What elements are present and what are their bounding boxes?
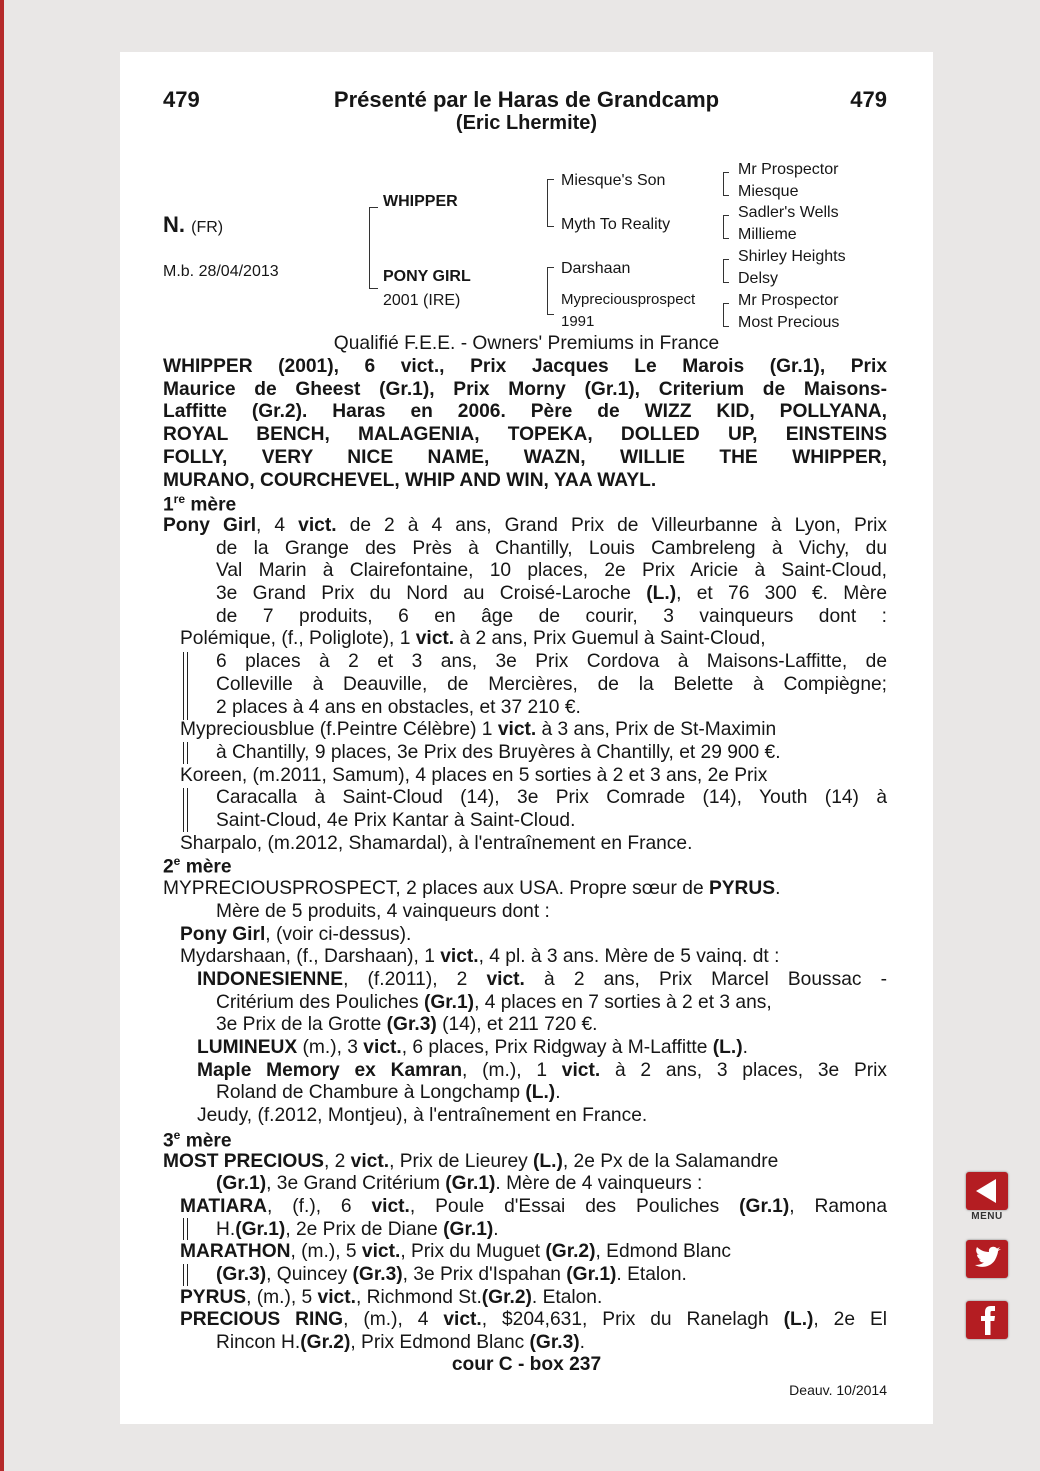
qualification-note: Qualifié F.E.E. - Owners' Premiums in France	[333, 333, 720, 354]
text-segment: Roland de Chambure à Longchamp	[216, 1082, 526, 1104]
text-segment: 3e Prix de la Grotte	[216, 1014, 387, 1036]
text-segment: , Quincey	[266, 1264, 353, 1285]
bold-text: vict.	[361, 1241, 401, 1263]
text-line	[163, 401, 887, 424]
bold-text: MARATHON	[180, 1241, 291, 1263]
pedigree-sire: WHIPPER	[383, 193, 458, 210]
bold-text: PYRUS	[708, 878, 776, 900]
bold-text: (Gr.1)	[235, 1218, 286, 1240]
text-line	[163, 1105, 887, 1128]
text-segment: , Richmond St.	[355, 1286, 482, 1308]
bold-text: Maple Memory ex Kamran	[197, 1059, 463, 1081]
text-segment: , (f.), 6	[267, 1195, 372, 1217]
facebook-icon	[966, 1301, 1008, 1339]
pedigree-ggparent: Most Precious	[738, 314, 840, 331]
text-segment: Sharpalo, (m.2012, Shamardal), à l'entraînement en France.	[180, 832, 693, 854]
bold-text: (Gr.3)	[529, 1332, 580, 1354]
page-title: Présenté par le Haras de Grandcamp	[333, 87, 720, 112]
bold-text: (L.)	[783, 1309, 814, 1331]
lot-number-left: 479	[163, 87, 200, 112]
pedigree-bracket-g2	[723, 215, 729, 239]
bold-text: ROYAL BENCH, MALAGENIA, TOPEKA, DOLLED UP, EINSTEINS	[163, 424, 887, 446]
text-line	[163, 606, 887, 629]
text-segment: 2 places à 4 ans en obstacles, et 37 210 €.	[216, 696, 581, 718]
text-segment: de 2 à 4 ans, Grand Prix de Villeurbanne à Lyon, Prix	[336, 514, 887, 536]
pedigree-ggparent: Shirley Heights	[738, 248, 846, 265]
text-segment: Rincon H.	[216, 1332, 301, 1354]
text-segment: Koreen, (m.2011, Samum), 4 places en 5 sorties à 2 et 3 ans, 2e Prix	[180, 764, 768, 786]
bold-text: PRECIOUS RING	[180, 1309, 344, 1331]
stable-location: cour C - box 237	[451, 1354, 602, 1375]
section-first-dam: 1re mère	[163, 492, 237, 516]
pedigree-dam-year: 2001 (IRE)	[383, 292, 461, 309]
bold-text: vict.	[561, 1059, 601, 1081]
text-segment: , 4 places en 7 sorties à 2 et 3 ans,	[474, 991, 772, 1013]
bold-text: vict.	[363, 1037, 402, 1058]
horse-sex-birth: M.b. 28/04/2013	[163, 263, 279, 280]
bold-text: (L.)	[712, 1037, 743, 1058]
bold-text: INDONESIENNE	[197, 968, 344, 990]
text-line	[163, 424, 887, 447]
text-segment: , (m.), 5	[290, 1241, 362, 1263]
text-line	[163, 356, 887, 379]
pedigree-ggparent: Mr Prospector	[738, 292, 839, 309]
bold-text: (Gr.1)	[443, 1218, 494, 1240]
text-segment: , (f.2011), 2	[343, 968, 487, 990]
section-third-dam: 3e mère	[163, 1128, 232, 1152]
pedigree-dam-sire: Darshaan	[561, 260, 631, 277]
text-line	[163, 1151, 887, 1174]
text-line	[163, 765, 887, 788]
text-line	[163, 1082, 887, 1105]
text-segment: Mère de 5 produits, 4 vainqueurs dont :	[216, 900, 550, 922]
text-segment: 3e Grand Prix du Nord au Croisé-Laroche	[216, 583, 647, 604]
text-segment: (m.), 3	[297, 1037, 364, 1058]
text-segment: , 2	[323, 1150, 351, 1172]
text-line	[163, 583, 887, 606]
text-line	[163, 651, 887, 674]
consignor-name: (Eric Lhermite)	[455, 112, 598, 134]
text-segment: .	[775, 878, 781, 900]
bold-text: vict.	[415, 628, 455, 650]
pedigree-sire-dam: Myth To Reality	[561, 216, 671, 233]
bold-text: Maurice de Gheest (Gr.1), Prix Morny (Gr.1), Criterium de Maisons-	[163, 378, 887, 400]
pedigree-ggparent: Mr Prospector	[738, 161, 839, 178]
bold-text: vict.	[317, 1286, 356, 1308]
pedigree-bracket-g1	[723, 172, 729, 196]
text-segment: Jeudy, (f.2012, Montjeu), à l'entraînement en France.	[197, 1105, 648, 1127]
text-segment: . Mère de 4 vainqueurs :	[495, 1173, 703, 1195]
text-line	[163, 1196, 887, 1219]
bold-text: (Gr.2)	[300, 1332, 351, 1354]
text-line	[163, 470, 887, 493]
text-line	[163, 628, 887, 651]
bold-text: vict.	[350, 1150, 390, 1172]
text-segment: , et 76 300 €. Mère	[676, 583, 887, 604]
pedigree-ggparent: Miesque	[738, 183, 799, 200]
text-segment: Polémique, (f., Poliglote), 1	[180, 628, 416, 650]
bold-text: MATIARA	[180, 1195, 268, 1217]
text-line	[163, 1332, 887, 1355]
left-accent-line	[0, 0, 4, 1471]
text-segment: (14), et 211 720 €.	[436, 1014, 598, 1036]
text-line	[163, 674, 887, 697]
text-line	[163, 969, 887, 992]
text-segment: , Ramona	[789, 1195, 887, 1217]
section-second-dam: 2e mère	[163, 854, 232, 878]
text-line	[163, 379, 887, 402]
horse-country: (FR)	[191, 219, 224, 236]
text-line	[163, 924, 887, 947]
text-line	[163, 1241, 887, 1264]
text-segment: . Etalon.	[616, 1264, 687, 1285]
twitter-icon	[966, 1240, 1008, 1278]
pedigree-dam-dam: Mypreciousprospect	[561, 291, 696, 308]
text-line	[163, 1173, 887, 1196]
text-segment: , 2e Prix de Diane	[285, 1218, 444, 1240]
text-line	[163, 1309, 887, 1332]
pedigree-bracket-dam-parents	[547, 267, 554, 315]
text-segment: .	[555, 1082, 561, 1104]
bold-text: (Gr.2)	[545, 1241, 596, 1263]
bold-text: (Gr.1)	[739, 1195, 790, 1217]
bold-text: PYRUS	[180, 1286, 247, 1308]
text-segment: , (m.), 4	[343, 1309, 444, 1331]
pedigree-bracket-sire-dam	[369, 207, 378, 289]
menu-button[interactable]	[966, 1172, 1008, 1210]
pedigree-bracket-g3	[723, 259, 729, 283]
text-segment: à 2 ans, 3 places, 3e Prix	[600, 1059, 888, 1081]
bold-text: Pony Girl	[163, 514, 257, 536]
bold-text: (Gr.1)	[423, 991, 475, 1013]
text-segment: , Poule d'Essai des Pouliches	[409, 1195, 740, 1217]
text-line	[163, 1014, 887, 1037]
pedigree-ggparent: Delsy	[738, 270, 779, 287]
text-segment: Colleville à Deauville, de Mercières, de la Belette à Compiègne;	[216, 673, 887, 695]
catalogue-page	[120, 52, 933, 1424]
bold-text: vict.	[371, 1195, 410, 1217]
text-segment: à 2 ans, Prix Guemul à Saint-Cloud,	[454, 628, 766, 650]
text-line	[163, 787, 887, 810]
text-segment: Val Marin à Clairefontaine, 10 places, 2e Prix Aricie à Saint-Cloud,	[216, 560, 887, 582]
horse-name: N.	[163, 212, 185, 237]
lot-number-right: 479	[850, 87, 887, 112]
pedigree-sire-sire: Miesque's Son	[561, 172, 666, 189]
text-segment: à Chantilly, 9 places, 3e Prix des Bruyères à Chantilly, et 29 900 €.	[216, 741, 781, 763]
text-segment: Caracalla à Saint-Cloud (14), 3e Prix Comrade (14), Youth (14) à	[216, 787, 887, 809]
text-segment: . Etalon.	[531, 1286, 603, 1308]
text-segment: .	[742, 1037, 748, 1058]
text-segment: H.	[216, 1218, 236, 1240]
text-segment: , 3e Grand Critérium	[266, 1173, 446, 1195]
pedigree-bracket-sire-parents	[547, 179, 554, 227]
bold-text: (Gr.1)	[566, 1264, 617, 1285]
bold-text: vict.	[440, 946, 479, 968]
text-segment: , Edmond Blanc	[595, 1241, 731, 1263]
pedigree-ggparent: Sadler's Wells	[738, 204, 839, 221]
text-segment: .	[579, 1332, 586, 1354]
text-line	[163, 946, 887, 969]
sale-reference: Deauv. 10/2014	[789, 1382, 887, 1398]
text-segment: , (m.), 1	[462, 1059, 562, 1081]
text-line	[163, 1219, 887, 1242]
text-segment: 6 places à 2 et 3 ans, 3e Prix Cordova à Maisons-Laffitte, de	[216, 651, 887, 673]
text-line	[163, 742, 887, 765]
text-segment: à 2 ans, Prix Marcel Boussac -	[524, 968, 887, 990]
bold-text: WHIPPER (2001), 6 vict., Prix Jacques Le Marois (Gr.1), Prix	[163, 356, 887, 377]
pedigree-ggparent: Millieme	[738, 226, 797, 243]
pedigree-bracket-g4	[723, 303, 729, 327]
bold-text: LUMINEUX	[197, 1037, 298, 1058]
text-segment: , Prix du Muguet	[400, 1241, 546, 1263]
text-segment: de la Grange des Près à Chantilly, Louis Cambreleng à Vichy, du	[216, 537, 887, 559]
bold-text: FOLLY, VERY NICE NAME, WAZN, WILLIE THE WHIPPER,	[163, 446, 887, 468]
bold-text: (L.)	[646, 583, 677, 604]
menu-label[interactable]: MENU	[971, 1211, 1003, 1222]
text-segment: de 7 produits, 6 en âge de courir, 3 vainqueurs dont :	[216, 605, 887, 627]
text-segment: , 2e El	[813, 1309, 887, 1331]
play-left-icon	[966, 1172, 1008, 1210]
text-line	[163, 1264, 887, 1287]
text-segment: Mydarshaan, (f., Darshaan), 1	[180, 946, 441, 968]
text-line	[163, 878, 887, 901]
horse-id	[163, 212, 223, 238]
text-segment: , (m.), 5	[246, 1286, 318, 1308]
text-line	[163, 697, 887, 720]
facebook-button[interactable]	[966, 1301, 1008, 1339]
text-line	[163, 538, 887, 561]
bold-text: (L.)	[525, 1082, 556, 1104]
text-line	[163, 901, 887, 924]
text-segment: Critérium des Pouliches	[216, 991, 424, 1013]
bold-text: vict.	[443, 1309, 482, 1331]
bold-text: (Gr.3)	[386, 1014, 437, 1036]
text-segment: , $204,631, Prix du Ranelagh	[481, 1309, 784, 1331]
text-segment: MYPRECIOUSPROSPECT, 2 places aux USA. Propre sœur de	[163, 878, 709, 900]
text-segment: Mypreciousblue (f.Peintre Célèbre) 1	[180, 719, 498, 741]
text-line	[163, 810, 887, 833]
bold-text: (Gr.3)	[352, 1264, 403, 1285]
text-line	[163, 1060, 887, 1083]
bold-text: (Gr.3)	[216, 1264, 267, 1285]
text-segment: , Prix Edmond Blanc	[350, 1332, 530, 1354]
text-line	[163, 719, 887, 742]
text-line	[163, 992, 887, 1015]
bold-text: vict.	[298, 514, 337, 536]
text-line	[163, 447, 887, 470]
text-line	[163, 560, 887, 583]
twitter-button[interactable]	[966, 1240, 1008, 1278]
text-line	[163, 1037, 887, 1060]
text-segment: à 3 ans, Prix de St-Maximin	[536, 719, 777, 741]
text-segment: , (voir ci-dessus).	[265, 923, 412, 945]
bold-text: MOST PRECIOUS	[163, 1150, 324, 1172]
text-line	[163, 1287, 887, 1310]
pedigree-dam: PONY GIRL	[383, 268, 471, 285]
bold-text: (L.)	[533, 1150, 563, 1172]
bold-text: (Gr.2)	[481, 1286, 532, 1308]
text-segment: , 2e Px de la Salamandre	[562, 1150, 779, 1172]
bold-text: MURANO, COURCHEVEL, WHIP AND WIN, YAA WAYL.	[163, 469, 657, 491]
pedigree-dam-dam-year: 1991	[561, 313, 595, 330]
bold-text: vict.	[486, 968, 525, 990]
bold-text: vict.	[497, 719, 537, 741]
text-segment: , 3e Prix d'Ispahan	[402, 1264, 567, 1285]
text-segment: Saint-Cloud, 4e Prix Kantar à Saint-Cloud.	[216, 810, 576, 831]
text-segment: , 4	[256, 514, 299, 536]
text-line	[163, 515, 887, 538]
text-segment: , 6 places, Prix Ridgway à M-Laffitte	[401, 1037, 713, 1058]
bold-text: (Gr.1)	[216, 1173, 267, 1195]
text-line	[163, 833, 887, 856]
text-segment: , 4 pl. à 3 ans. Mère de 5 vainq. dt :	[478, 946, 780, 968]
text-segment: .	[493, 1218, 499, 1240]
bold-text: Laffitte (Gr.2). Haras en 2006. Père de WIZZ KID, POLLYANA,	[163, 401, 887, 423]
bold-text: (Gr.1)	[445, 1173, 496, 1195]
text-segment: , Prix de Lieurey	[389, 1150, 534, 1172]
bold-text: Pony Girl	[180, 923, 266, 945]
